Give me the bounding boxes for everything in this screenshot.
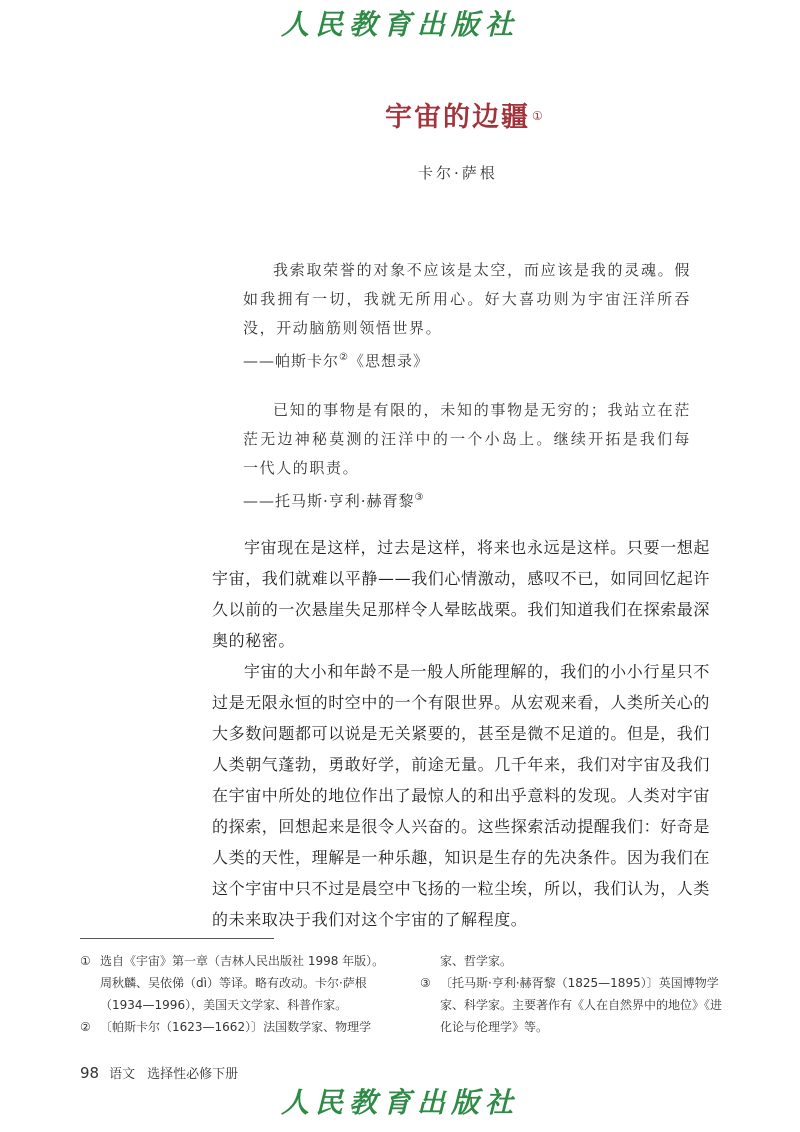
epigraph-2-source-author: ——托马斯·亨利·赫胥黎 <box>243 492 415 510</box>
footnote-1-text: 选自《宇宙》第一章（吉林人民出版社 1998 年版）。周秋麟、吴依俤（dì）等译。略有改动。卡尔·萨根（1934—1996），美国天文学家、科普作家。 <box>100 954 385 1012</box>
body-paragraph-2: 宇宙的大小和年龄不是一般人所能理解的，我们的小小行星只不过是无限永恒的时空中的一个有限世界。从宏观来看，人类所关心的大多数问题都可以说是无关紧要的，甚至是微不足道的。但是，我们人类朝气蓬勃，勇敢好学，前途无量。几千年来，我们对宇宙及我们在宇宙中所处的地位作出了最惊人的和出乎意料的发现。人类对宇宙的探索，回想起来是很令人兴奋的。这些探索活动提醒我们：好奇是人类的天性，理解是一种乐趣，知识是生存的先决条件。因为我们在这个宇宙中只不过是晨空中飞扬的一粒尘埃，所以，我们认为，人类的未来取决于我们对这个宇宙的了解程度。 <box>212 662 711 929</box>
footnote-1-marker: ① <box>80 954 91 968</box>
footnote-2-cont-text: 家、哲学家。 <box>440 954 513 968</box>
publisher-logo-bottom: 人民教育出版社 <box>280 1086 519 1119</box>
footnote-3 <box>420 972 730 1038</box>
page-footer <box>80 1063 238 1082</box>
footnote-2-marker: ② <box>80 1020 91 1034</box>
title-footnote-marker[interactable]: ① <box>532 109 545 123</box>
epigraph-1-source-author: ——帕斯卡尔 <box>243 352 340 370</box>
footnotes-left-column <box>80 950 390 1038</box>
body-paragraph-1: 宇宙现在是这样，过去是这样，将来也永远是这样。只要一想起宇宙，我们就难以平静——我们心情激动，感叹不已，如同回忆起许久以前的一次悬崖失足那样令人晕眩战栗。我们知道我们在探索最深奥的秘密。 <box>212 538 711 650</box>
footnote-3-text: 〔托马斯·亨利·赫胥黎（1825—1895）〕英国博物学家、科学家。主要著作有《人在自然界中的地位》《进化论与伦理学》等。 <box>440 976 723 1034</box>
article-body <box>212 532 710 935</box>
footnote-2-text: 〔帕斯卡尔（1623—1662）〕法国数学家、物理学 <box>100 1020 372 1034</box>
epigraph-1-footnote-marker[interactable]: ② <box>339 352 349 363</box>
footnote-divider <box>80 938 274 939</box>
publisher-logo-top: 人民教育出版社 <box>280 8 519 41</box>
footnote-2 <box>80 1016 390 1038</box>
epigraph-2-footnote-marker[interactable]: ③ <box>414 492 425 503</box>
footnote-2-continuation <box>420 950 730 972</box>
footer-book: 选择性必修下册 <box>147 1067 239 1082</box>
footnotes-right-column <box>420 950 730 1038</box>
epigraph-2-text: 已知的事物是有限的，未知的事物是无穷的；我站立在茫茫无边神秘莫测的汪洋中的一个小岛上。继续开拓是我们每一代人的职责。 <box>243 401 691 477</box>
epigraph-1-source-work: 《思想录》 <box>348 352 429 370</box>
article-author: 卡尔·萨根 <box>418 164 498 182</box>
page-number: 98 <box>80 1064 100 1082</box>
epigraph-1-source <box>243 343 691 376</box>
article-title <box>385 100 545 136</box>
footnote-1 <box>80 950 390 1016</box>
epigraph-1-text: 我索取荣誉的对象不应该是太空，而应该是我的灵魂。假如我拥有一切，我就无所用心。好大喜功则为宇宙汪洋所吞没，开动脑筋则领悟世界。 <box>243 261 691 337</box>
footer-subject: 语文 <box>109 1067 136 1082</box>
epigraph-1 <box>243 256 691 376</box>
epigraph-2-source <box>243 483 691 516</box>
epigraph-2 <box>243 396 691 516</box>
footnote-3-marker: ③ <box>420 976 431 990</box>
title-text: 宇宙的边疆 <box>385 102 530 133</box>
